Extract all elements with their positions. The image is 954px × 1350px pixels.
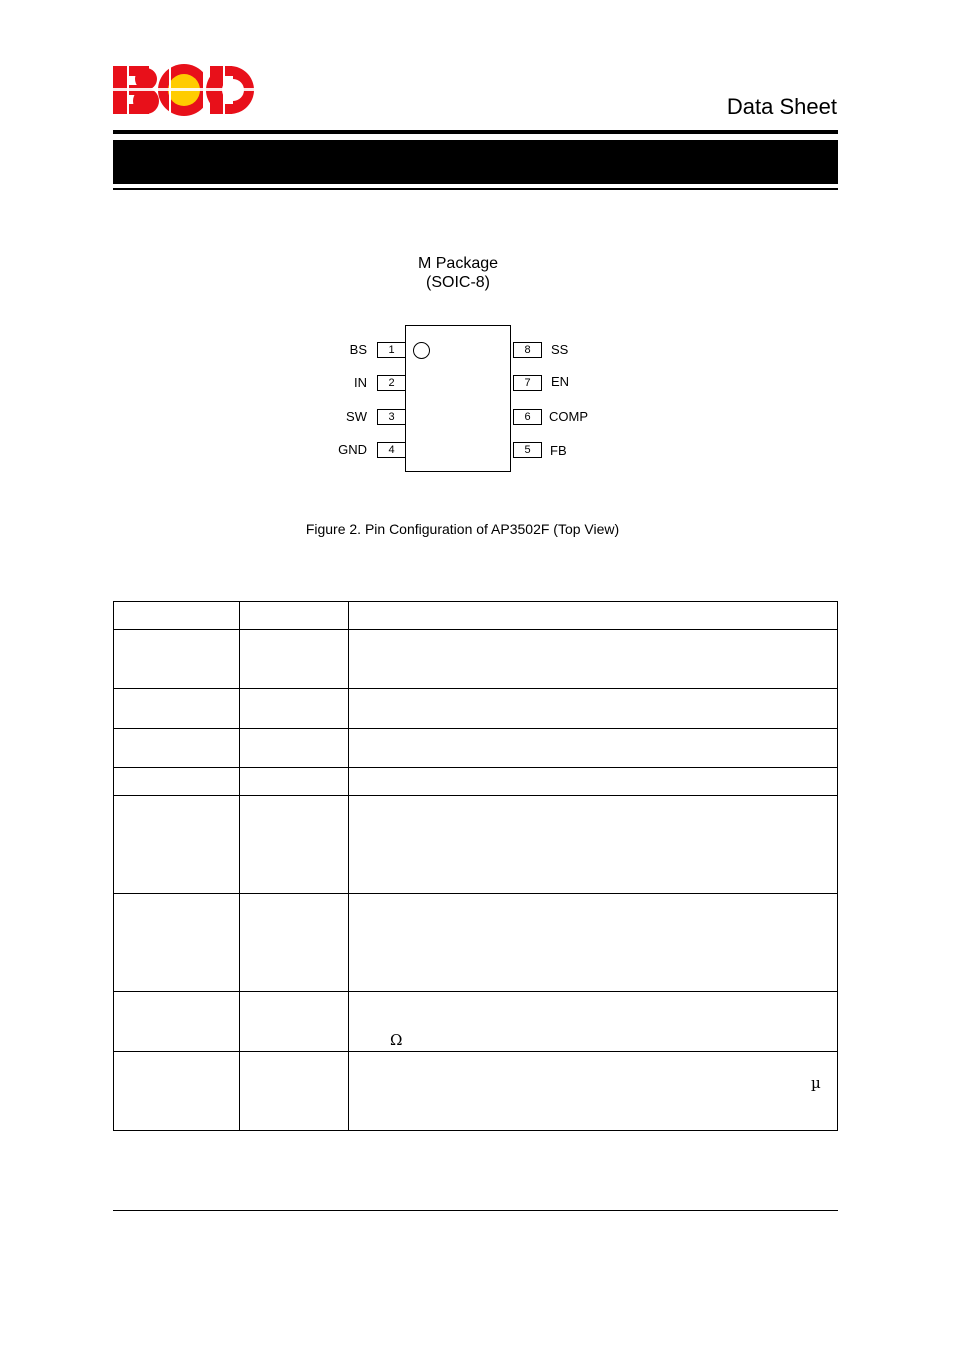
table-cell	[240, 992, 349, 1052]
header-rule	[113, 130, 838, 134]
pin-3-name: SW	[346, 409, 367, 424]
table-cell	[349, 729, 838, 768]
table-cell	[240, 729, 349, 768]
pin-8-number: 8	[513, 342, 542, 358]
table-cell	[114, 768, 240, 796]
table-row	[114, 768, 838, 796]
pin1-marker	[413, 342, 430, 359]
footer-rule	[113, 1210, 838, 1211]
table-cell	[349, 992, 838, 1052]
table-cell	[114, 689, 240, 729]
table-header-row	[114, 602, 838, 630]
table-cell	[349, 602, 838, 630]
table-row	[114, 796, 838, 894]
table-cell	[114, 894, 240, 992]
table-cell	[349, 1052, 838, 1131]
table-row	[114, 894, 838, 992]
table-cell	[114, 796, 240, 894]
table-row	[114, 689, 838, 729]
pin-1-number: 1	[377, 342, 406, 358]
table-cell	[240, 602, 349, 630]
table-cell	[240, 630, 349, 689]
table-cell	[349, 768, 838, 796]
pin-2-number: 2	[377, 375, 406, 391]
pin-3-number: 3	[377, 409, 406, 425]
pin-4-number: 4	[377, 442, 406, 458]
pin-2-name: IN	[354, 375, 367, 390]
pin-6-name: COMP	[549, 409, 588, 424]
pin-description-table	[113, 601, 838, 1131]
title-underline	[113, 188, 838, 190]
pin-4-name: GND	[338, 442, 367, 457]
table-row	[114, 1052, 838, 1131]
pin-6-number: 6	[513, 409, 542, 425]
table-cell	[349, 796, 838, 894]
table-cell	[240, 894, 349, 992]
table-cell	[114, 602, 240, 630]
table-cell	[114, 992, 240, 1052]
table-cell	[240, 768, 349, 796]
pin-5-name: FB	[550, 443, 567, 458]
micro-symbol: µ	[811, 1074, 821, 1092]
pin-5-number: 5	[513, 442, 542, 458]
pin-7-name: EN	[551, 374, 570, 389]
table-cell	[240, 689, 349, 729]
package-title	[358, 254, 558, 292]
document-type-label: Data Sheet	[726, 94, 837, 119]
table-cell	[114, 729, 240, 768]
table-cell	[114, 1052, 240, 1131]
title-bar	[113, 140, 838, 184]
package-type: (SOIC-8)	[426, 274, 490, 291]
ohm-symbol: Ω	[390, 1031, 403, 1049]
table-cell	[349, 630, 838, 689]
table-row	[114, 992, 838, 1052]
table-cell	[114, 630, 240, 689]
table-cell	[349, 689, 838, 729]
table-cell	[349, 894, 838, 992]
figure-caption: Figure 2. Pin Configuration of AP3502F (Top View)	[305, 521, 620, 537]
pin-1-name: BS	[349, 342, 367, 357]
table-cell	[240, 796, 349, 894]
pin-8-name: SS	[551, 342, 569, 357]
table-row	[114, 729, 838, 768]
pin-7-number: 7	[513, 375, 542, 391]
package-name: M Package	[417, 255, 499, 272]
bcd-logo	[113, 64, 255, 116]
table-cell	[240, 1052, 349, 1131]
table-row	[114, 630, 838, 689]
